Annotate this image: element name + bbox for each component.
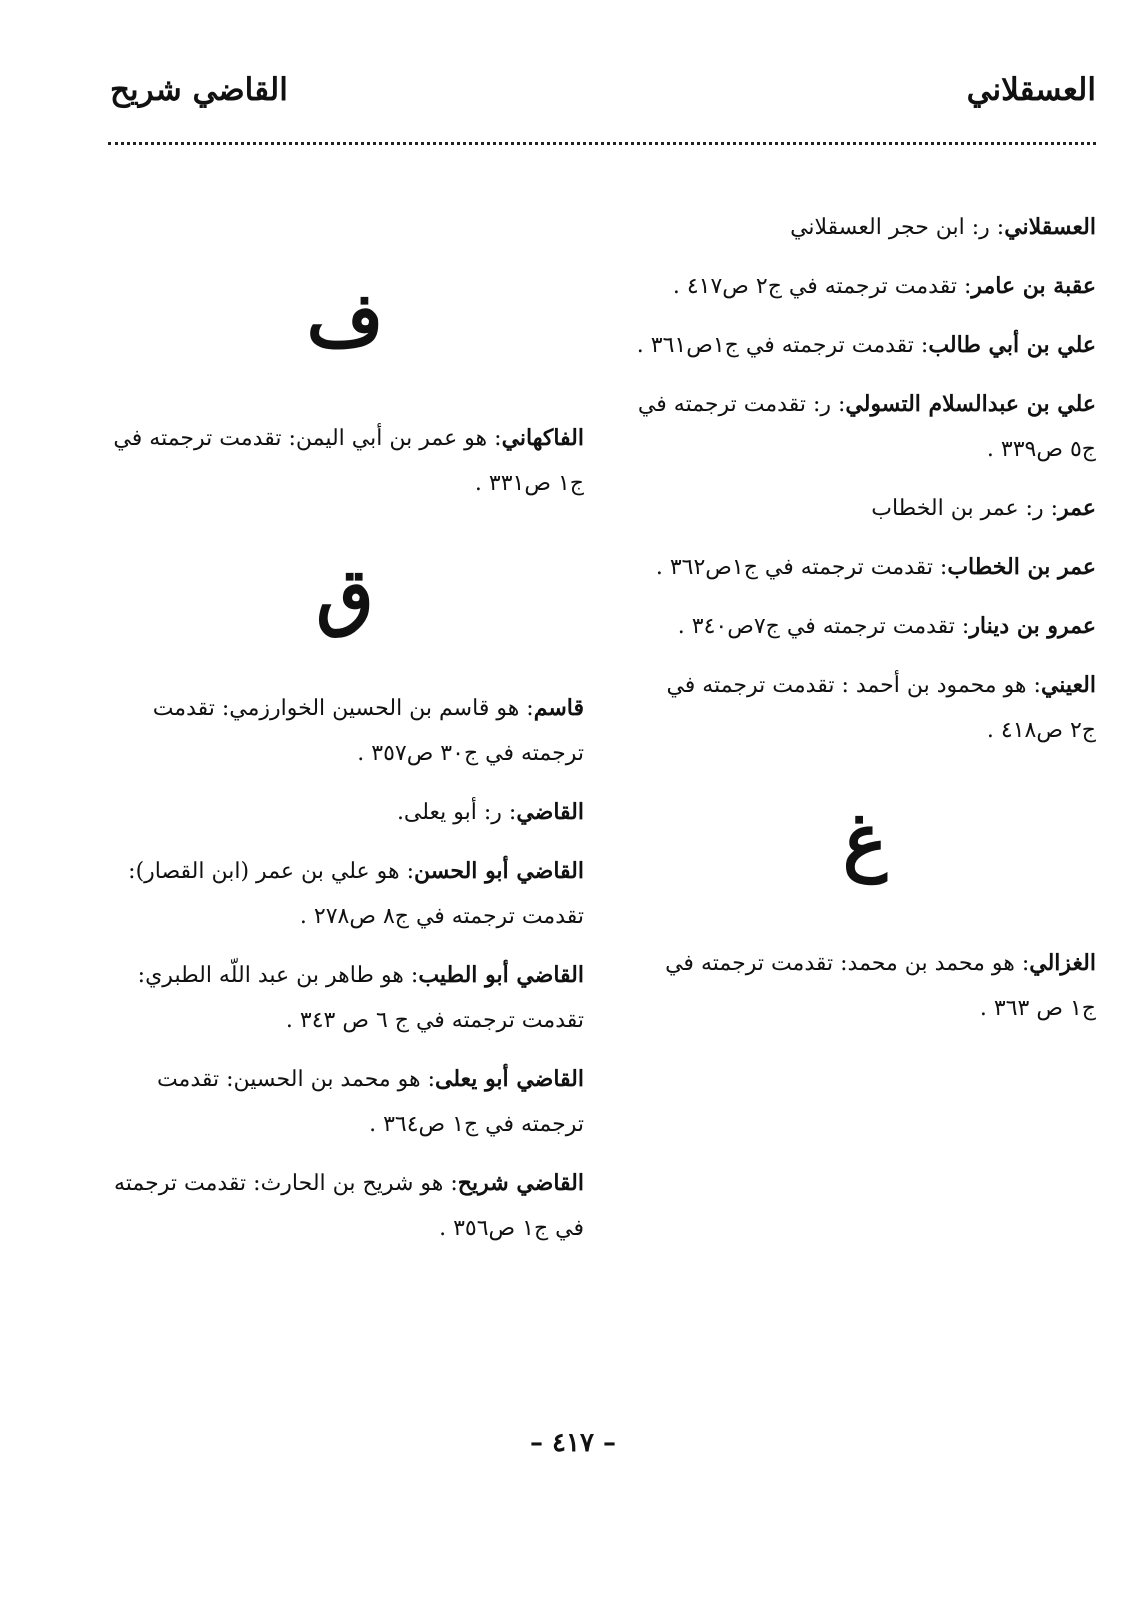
entry-heading: العسقلاني (1004, 214, 1096, 240)
entry (106, 790, 584, 835)
entry-heading: القاضي شريح (457, 1170, 584, 1196)
entry-text: : تقدمت ترجمته في ج١ص٣٦٢ . (655, 555, 948, 580)
entry (634, 205, 1096, 250)
entry-text: : هو محمد بن محمد: تقدمت ترجمته في ج١ ص ٣٦٣ . (665, 951, 1096, 1021)
header-dotted-rule (108, 142, 1096, 145)
entry-text: : هو شريح بن الحارث: تقدمت ترجمته في ج١ ص٣٥٦ . (113, 1171, 584, 1241)
entry-heading: قاسم (533, 695, 584, 721)
entry-heading: القاضي أبو الحسن (414, 858, 584, 884)
entry (106, 1161, 584, 1251)
entry-text: : تقدمت ترجمته في ج١ص٣٦١ . (636, 333, 929, 358)
entry-text: : هو علي بن عمر (ابن القصار): تقدمت ترجمته في ج٨ ص٢٧٨ . (128, 859, 584, 929)
entry-heading: الغزالي (1029, 950, 1096, 976)
entry-text: : ر: عمر بن الخطاب (871, 496, 1059, 521)
running-header (110, 72, 1096, 132)
right-column (634, 205, 1096, 1045)
entry-text: : ر: ابن حجر العسقلاني (790, 215, 1005, 240)
entry (106, 686, 584, 776)
entry (634, 382, 1096, 472)
entry-text: : هو محمد بن الحسين: تقدمت ترجمته في ج١ ص٣٦٤ . (156, 1067, 584, 1137)
page-number: – ٤١٧ – (529, 1428, 617, 1458)
entry-text: : تقدمت ترجمته في ج٧ص٣٤٠ . (677, 614, 970, 639)
section-letter-qaf: ق (316, 553, 374, 639)
entry-text: : ر: تقدمت ترجمته في ج٥ ص٣٣٩ . (637, 392, 1096, 462)
entry-heading: عمرو بن دينار (969, 613, 1096, 639)
entry (634, 486, 1096, 531)
entry (106, 1057, 584, 1147)
header-left-title: القاضي شريح (110, 72, 288, 108)
entry (634, 323, 1096, 368)
entry-heading: علي بن عبدالسلام التسولي (845, 391, 1096, 417)
entry-heading: الفاكهاني (501, 425, 584, 451)
entry (106, 416, 584, 506)
entry (634, 264, 1096, 309)
entry-heading: عمر (1058, 495, 1096, 521)
entry-heading: القاضي أبو يعلى (435, 1066, 584, 1092)
section-letter-ghain: غ (842, 798, 888, 884)
right-entries (634, 205, 1096, 753)
left-column (106, 270, 584, 1265)
entry (634, 663, 1096, 753)
entry-text: : هو طاهر بن عبد اللّه الطبري: تقدمت ترجمته في ج ٦ ص ٣٤٣ . (137, 963, 584, 1033)
entry-heading: عقبة بن عامر (971, 273, 1096, 299)
entry-heading: علي بن أبي طالب (928, 332, 1096, 358)
entry (634, 545, 1096, 590)
entry (634, 941, 1096, 1031)
entry-text: : هو محمود بن أحمد : تقدمت ترجمته في ج٢ ص٤١٨ . (666, 673, 1096, 743)
entry-text: : هو قاسم بن الحسين الخوارزمي: تقدمت ترجمته في ج٣٠ ص٣٥٧ . (152, 696, 584, 766)
entry (106, 953, 584, 1043)
entry-heading: العيني (1040, 672, 1096, 698)
entry-heading: عمر بن الخطاب (947, 554, 1096, 580)
entry-heading: القاضي (516, 799, 584, 825)
entry-text: : ر: أبو يعلى. (396, 800, 517, 825)
entry-text: : هو عمر بن أبي اليمن: تقدمت ترجمته في ج١ ص٣٣١ . (113, 426, 584, 496)
header-right-title: العسقلاني (966, 72, 1096, 108)
entry (634, 604, 1096, 649)
entry (106, 849, 584, 939)
section-letter-fa: ف (306, 277, 384, 363)
entry-heading: القاضي أبو الطيب (418, 962, 584, 988)
entry-text: : تقدمت ترجمته في ج٢ ص٤١٧ . (672, 274, 972, 299)
